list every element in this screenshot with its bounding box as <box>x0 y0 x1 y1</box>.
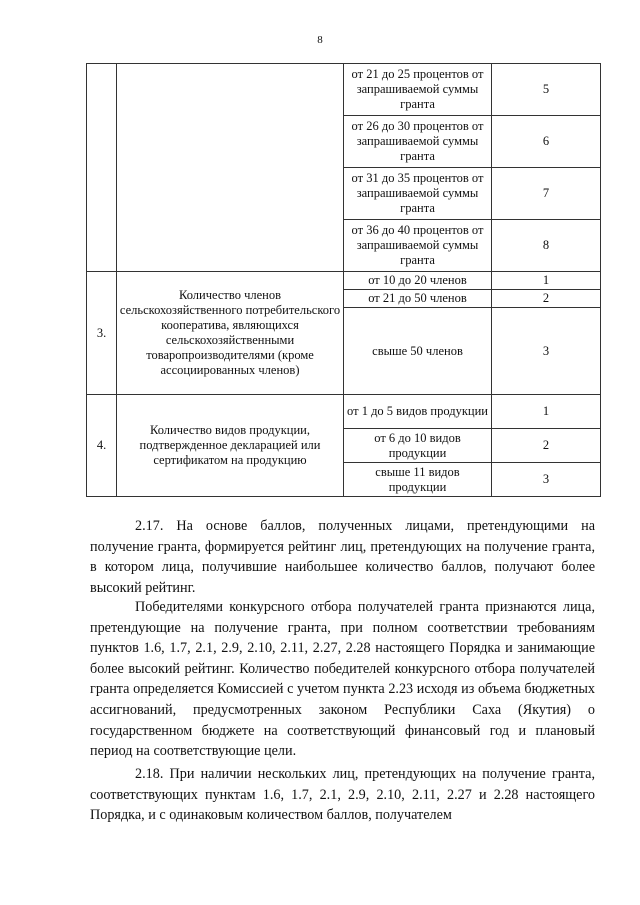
range-cell: от 6 до 10 видов продукции <box>344 429 492 463</box>
range-cell: от 26 до 30 процентов от запрашиваемой суммы гранта <box>344 116 492 168</box>
table-row <box>87 395 601 429</box>
range-cell: от 1 до 5 видов продукции <box>344 395 492 429</box>
paragraph-winners: Победителями конкурсного отбора получателей гранта признаются лица, претендующие на получение гранта, при полном соответствии требованиям пунктов 1.6, 1.7, 2.1, 2.9, 2.10, 2.11, 2.27, 2.28 настоящего Порядка и занимающие более высокий рейтинг. Количество победителей конкурсного отбора получателей гранта определяется Комиссией с учетом пункта 2.23 исходя из объема бюджетных ассигнований, предусмотренных законом Республики Саха (Якутия) о государственном бюджете на соответствующий финансовый год и плановый период на соответствующие цели. <box>90 599 595 760</box>
paragraph-2-17: 2.17. На основе баллов, полученных лицами, претендующими на получение гранта, формируется рейтинг лиц, претендующих на получение гранта, в котором лица, получившие наибольшее количество баллов, получают более высокий рейтинг. <box>90 518 595 596</box>
table-row <box>87 272 601 290</box>
score-cell: 1 <box>492 395 601 429</box>
score-cell: 2 <box>492 290 601 308</box>
criterion-number-cell: 3. <box>87 272 117 395</box>
score-cell: 7 <box>492 168 601 220</box>
score-cell: 3 <box>492 463 601 497</box>
score-cell: 2 <box>492 429 601 463</box>
range-cell: от 31 до 35 процентов от запрашиваемой суммы гранта <box>344 168 492 220</box>
range-cell: от 10 до 20 членов <box>344 272 492 290</box>
criterion-name-cell: Количество членов сельскохозяйственного потребительского кооператива, являющихся сельскохозяйственными товаропроизводителями (кроме ассоциированных членов) <box>117 272 344 395</box>
score-cell: 1 <box>492 272 601 290</box>
range-cell: свыше 11 видов продукции <box>344 463 492 497</box>
range-cell: от 21 до 25 процентов от запрашиваемой суммы гранта <box>344 64 492 116</box>
criterion-name-cell <box>117 64 344 272</box>
score-cell: 5 <box>492 64 601 116</box>
criterion-number-cell <box>87 64 117 272</box>
score-cell: 3 <box>492 308 601 395</box>
range-cell: от 36 до 40 процентов от запрашиваемой суммы гранта <box>344 220 492 272</box>
range-cell: свыше 50 членов <box>344 308 492 395</box>
criterion-name-cell: Количество видов продукции, подтвержденное декларацией или сертификатом на продукцию <box>117 395 344 497</box>
criteria-table <box>86 63 601 497</box>
page-number: 8 <box>317 34 323 46</box>
score-cell: 6 <box>492 116 601 168</box>
range-cell: от 21 до 50 членов <box>344 290 492 308</box>
paragraph-2-18: 2.18. При наличии нескольких лиц, претендующих на получение гранта, соответствующих пунктам 1.6, 1.7, 2.1, 2.9, 2.10, 2.11, 2.27 и 2.28 настоящего Порядка, и с одинаковым количеством баллов, получателем <box>90 766 595 824</box>
table-row <box>87 64 601 116</box>
score-cell: 8 <box>492 220 601 272</box>
criterion-number-cell: 4. <box>87 395 117 497</box>
